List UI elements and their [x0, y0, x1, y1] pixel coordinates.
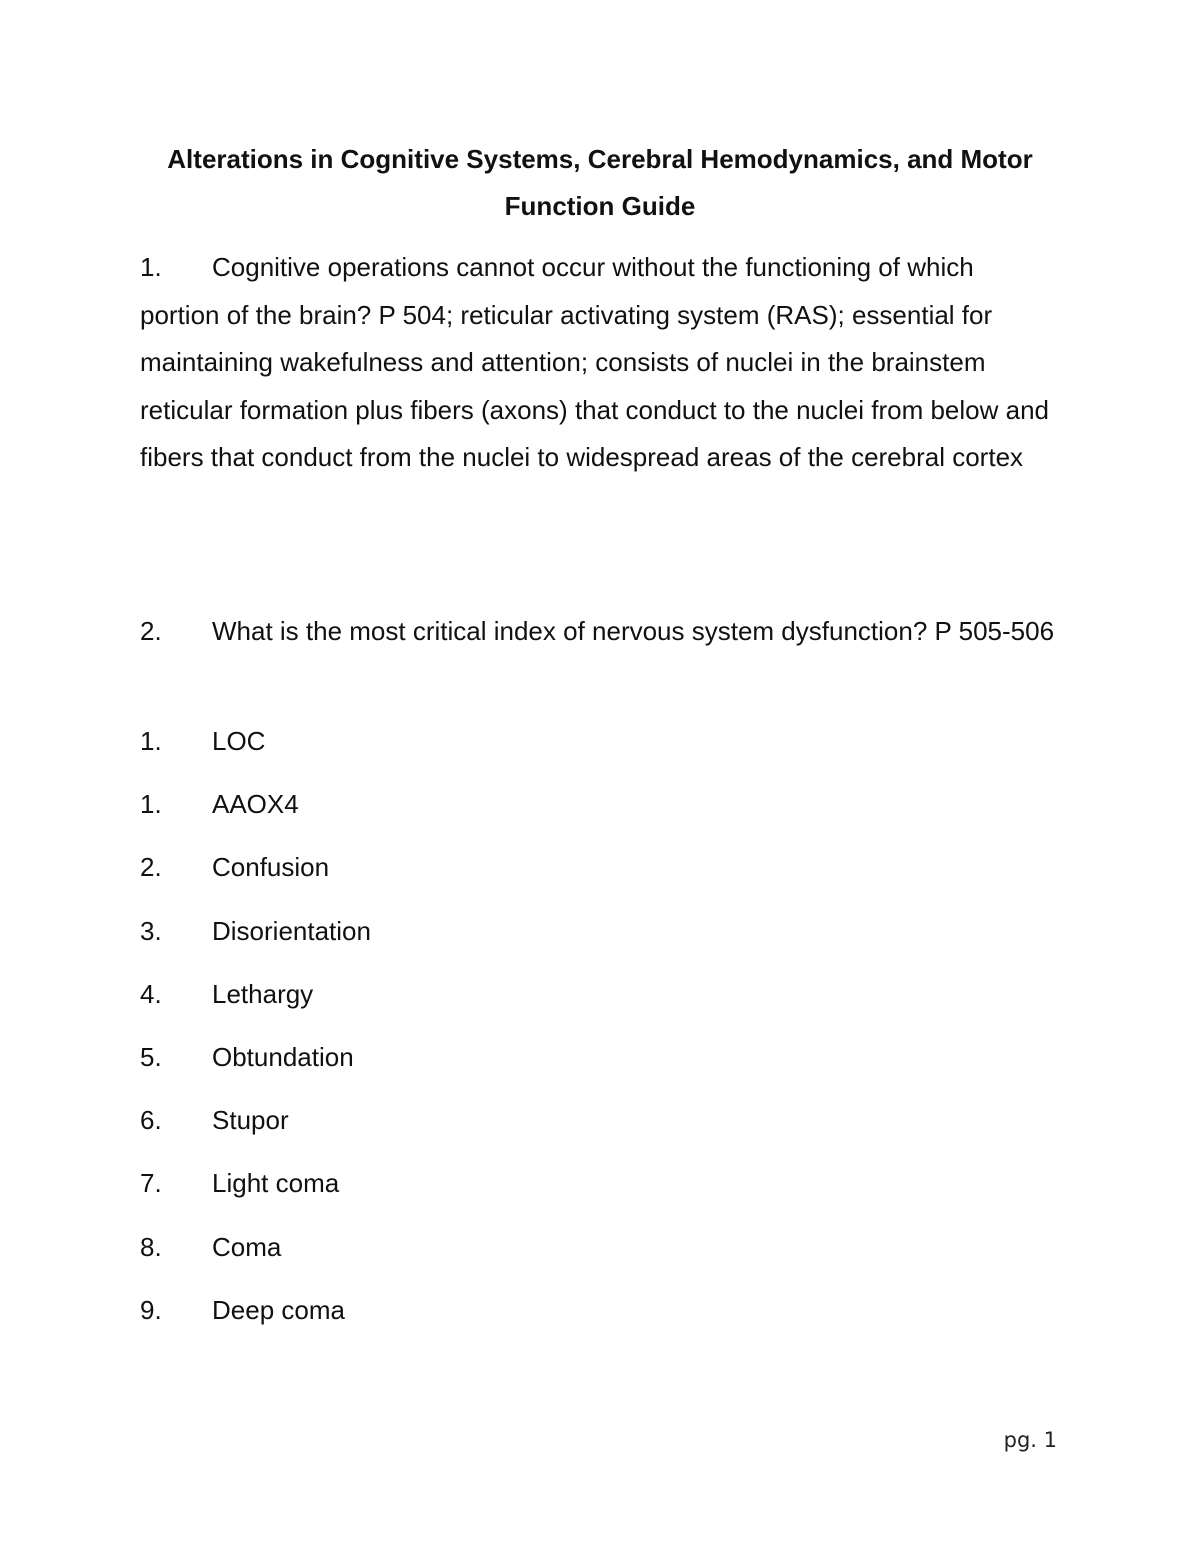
question-1: [140, 244, 1060, 482]
list-item: [140, 1037, 1040, 1100]
list-item-number: 4.: [140, 978, 162, 1009]
list-item: [140, 911, 1040, 974]
page-number: pg. 1: [1003, 1428, 1057, 1452]
list-item-text: Deep coma: [212, 1294, 345, 1325]
list-item-text: Stupor: [212, 1105, 289, 1136]
list-item-number: 9.: [140, 1294, 162, 1325]
list-item-text: Disorientation: [212, 915, 371, 946]
list-item-text: Confusion: [212, 852, 330, 883]
list-item: [140, 974, 1040, 1037]
list-item-text: Lethargy: [212, 978, 314, 1009]
list-item-text: LOC: [212, 726, 266, 756]
list-item: [140, 1290, 1040, 1353]
list-item: [140, 721, 1040, 784]
list-item-number: 1.: [140, 789, 162, 820]
question-2-number: 2.: [140, 616, 162, 646]
question-1-number: 1.: [140, 252, 162, 282]
list-item: [140, 1163, 1040, 1226]
list-item-text: Light coma: [212, 1168, 340, 1199]
list-item-number: 7.: [140, 1168, 162, 1199]
list-item-number: 8.: [140, 1231, 162, 1262]
list-item: [140, 1100, 1040, 1163]
question-2-text: What is the most critical index of nervous system dysfunction? P 505-506: [212, 616, 1055, 646]
document-title: Alterations in Cognitive Systems, Cerebral Hemodynamics, and Motor Function Guide: [167, 144, 1033, 221]
list-item-text: Obtundation: [212, 1041, 354, 1072]
list-item-text: AAOX4: [212, 789, 299, 820]
list-item-number: 3.: [140, 915, 162, 946]
list-item: [140, 847, 1040, 910]
question-2: [140, 608, 1060, 655]
list-item: [140, 1227, 1040, 1290]
question-1-text: Cognitive operations cannot occur without the functioning of which portion of the brain? P 504; reticular activating system (RAS); essential for maintaining wakefulness and attention; consists of nuclei in the brainstem reticular formation plus fibers (axons) that conduct to the nuclei from below and fibers that conduct from the nuclei to widespread areas of the cerebral cortex: [140, 252, 1050, 472]
list-item-number: 5.: [140, 1041, 162, 1072]
list-item-number: 6.: [140, 1105, 162, 1136]
list-item: [140, 784, 1040, 847]
list-item-number: 1.: [140, 726, 162, 756]
answer-list: [140, 721, 1040, 1353]
list-item-number: 2.: [140, 852, 162, 883]
list-item-text: Coma: [212, 1231, 282, 1262]
